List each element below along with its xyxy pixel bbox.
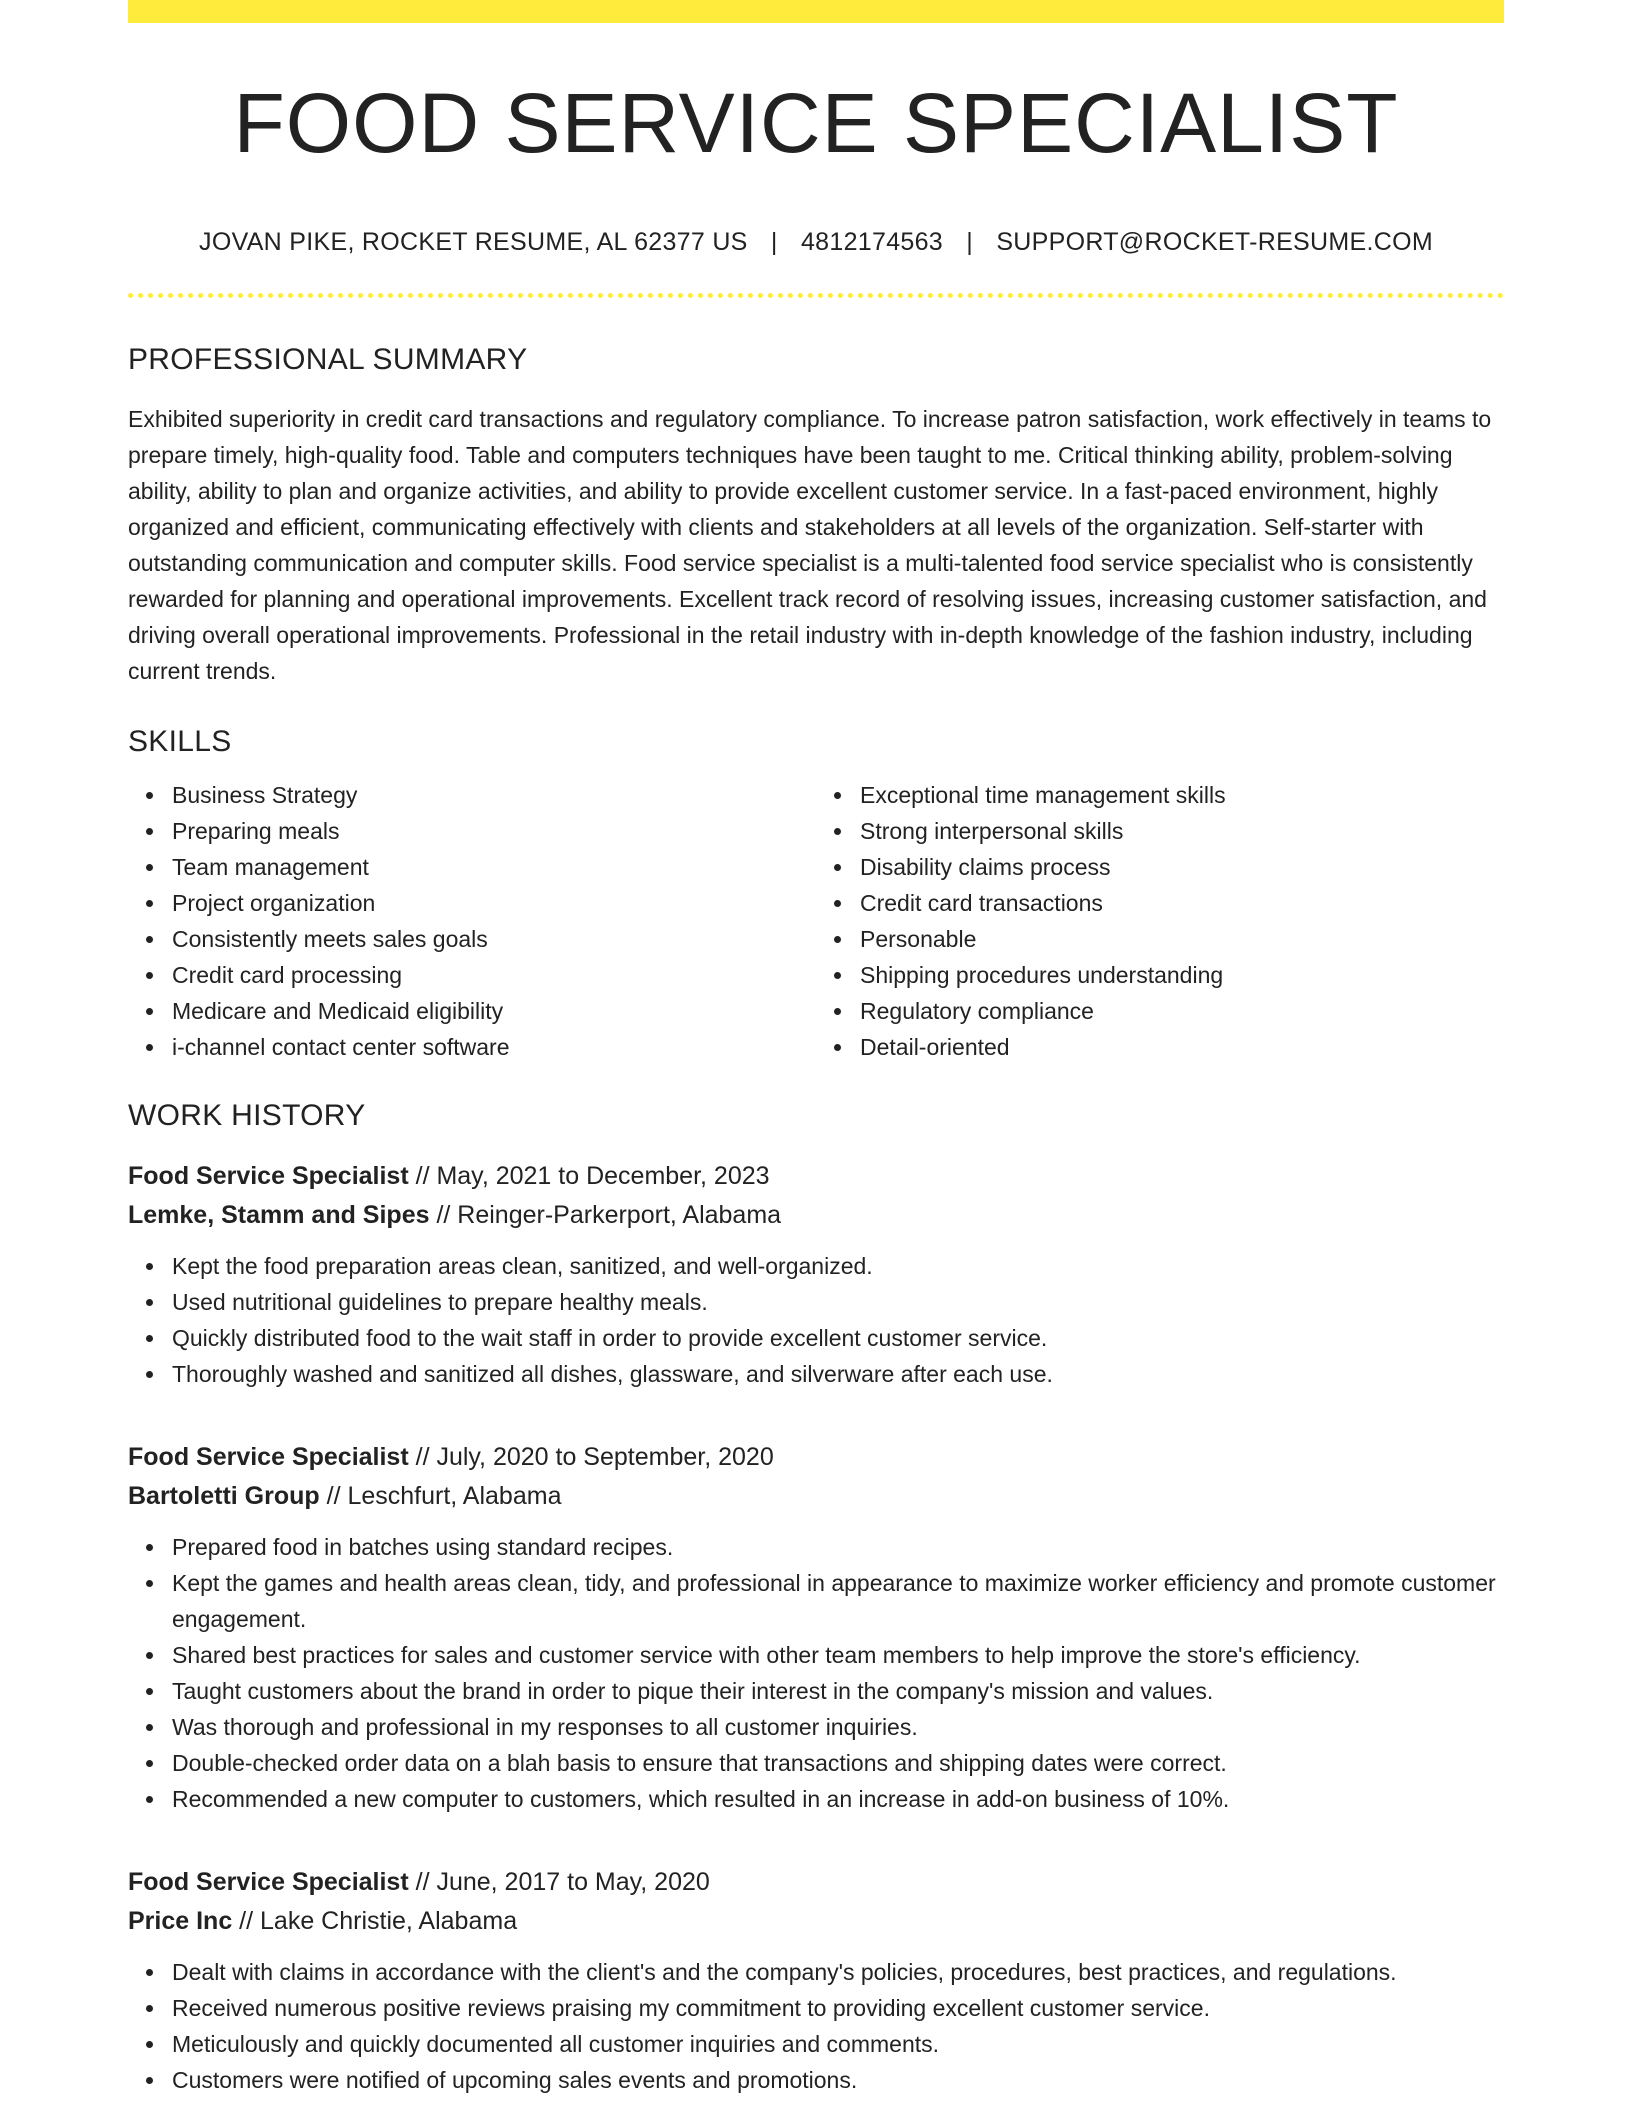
- skill-item: Credit card transactions: [860, 885, 1504, 921]
- job-company: Bartoletti Group: [128, 1482, 320, 1510]
- job-title-line: [128, 1863, 1504, 1902]
- job-entry: [128, 1863, 1504, 2098]
- job-bullet: Kept the food preparation areas clean, sanitized, and well-organized.: [172, 1248, 1504, 1284]
- skill-item: Consistently meets sales goals: [172, 921, 816, 957]
- skill-item: Personable: [860, 921, 1504, 957]
- skill-item: Detail-oriented: [860, 1029, 1504, 1065]
- job-bullet: Meticulously and quickly documented all customer inquiries and comments.: [172, 2026, 1504, 2062]
- contact-separator: |: [966, 228, 974, 256]
- job-entry: [128, 1438, 1504, 1817]
- job-company-line: [128, 1477, 1504, 1516]
- job-title: Food Service Specialist: [128, 1443, 409, 1471]
- job-bullet: Dealt with claims in accordance with the client's and the company's policies, procedures, best practices, and regulations.: [172, 1954, 1504, 1990]
- job-title-line: [128, 1157, 1504, 1196]
- skill-item: Team management: [172, 849, 816, 885]
- job-bullet: Used nutritional guidelines to prepare healthy meals.: [172, 1284, 1504, 1320]
- job-bullet: Prepared food in batches using standard recipes.: [172, 1529, 1504, 1565]
- job-title: Food Service Specialist: [128, 1868, 409, 1896]
- skill-item: Disability claims process: [860, 849, 1504, 885]
- job-title-line: [128, 1438, 1504, 1477]
- contact-separator: |: [770, 228, 778, 256]
- job-location: // Leschfurt, Alabama: [319, 1482, 562, 1510]
- summary-text: Exhibited superiority in credit card transactions and regulatory compliance. To increase patron satisfaction, work effectively in teams to prepare timely, high-quality food. Table and computers techniques have been taught to me. Critical thinking ability, problem-solving ability, ability to plan and organize activities, and ability to provide excellent customer service. In a fast-paced environment, highly organized and efficient, communicating effectively with clients and stakeholders at all levels of the organization. Self-starter with outstanding communication and computer skills. Food service specialist is a multi-talented food service specialist who is consistently rewarded for planning and operational improvements. Excellent track record of resolving issues, increasing customer satisfaction, and driving overall operational improvements. Professional in the retail industry with in-depth knowledge of the fashion industry, including current trends.: [128, 406, 1492, 684]
- job-bullet: Taught customers about the brand in order to pique their interest in the company's mission and values.: [172, 1673, 1504, 1709]
- job-location: // Lake Christie, Alabama: [232, 1907, 518, 1935]
- job-bullet: Received numerous positive reviews praising my commitment to providing excellent customer service.: [172, 1990, 1504, 2026]
- skills-grid: [128, 777, 1504, 1065]
- job-bullets: [128, 1954, 1504, 2098]
- job-entry: [128, 1157, 1504, 1392]
- resume-page: [128, 0, 1504, 2098]
- job-bullet: Kept the games and health areas clean, tidy, and professional in appearance to maximize worker efficiency and promote customer engagement.: [172, 1565, 1504, 1637]
- job-bullet: Shared best practices for sales and customer service with other team members to help improve the store's efficiency.: [172, 1637, 1504, 1673]
- skill-item: Regulatory compliance: [860, 993, 1504, 1029]
- job-bullets: [128, 1248, 1504, 1392]
- contact-email: SUPPORT@ROCKET-RESUME.COM: [996, 228, 1433, 256]
- skills-heading: SKILLS: [128, 725, 232, 758]
- skills-column-left: [128, 777, 816, 1065]
- skill-item: Shipping procedures understanding: [860, 957, 1504, 993]
- job-company: Lemke, Stamm and Sipes: [128, 1201, 430, 1229]
- dotted-divider: [128, 293, 1504, 298]
- job-bullet: Recommended a new computer to customers, which resulted in an increase in add-on business of 10%.: [172, 1781, 1504, 1817]
- job-bullets: [128, 1529, 1504, 1817]
- contact-address: JOVAN PIKE, ROCKET RESUME, AL 62377 US: [199, 228, 748, 256]
- skill-item: Credit card processing: [172, 957, 816, 993]
- skills-column-right: [816, 777, 1504, 1065]
- job-location: // Reinger-Parkerport, Alabama: [429, 1201, 782, 1229]
- job-title: Food Service Specialist: [128, 1162, 409, 1190]
- job-dates: // May, 2021 to December, 2023: [408, 1162, 770, 1190]
- skill-item: Preparing meals: [172, 813, 816, 849]
- skill-item: Medicare and Medicaid eligibility: [172, 993, 816, 1029]
- skill-item: Exceptional time management skills: [860, 777, 1504, 813]
- job-bullet: Was thorough and professional in my responses to all customer inquiries.: [172, 1709, 1504, 1745]
- job-bullet: Customers were notified of upcoming sales events and promotions.: [172, 2062, 1504, 2098]
- skill-item: Business Strategy: [172, 777, 816, 813]
- resume-title: FOOD SERVICE SPECIALIST: [233, 76, 1399, 170]
- job-bullet: Double-checked order data on a blah basis to ensure that transactions and shipping dates were correct.: [172, 1745, 1504, 1781]
- skill-item: Project organization: [172, 885, 816, 921]
- skill-item: i-channel contact center software: [172, 1029, 816, 1065]
- skill-item: Strong interpersonal skills: [860, 813, 1504, 849]
- top-accent-bar: [128, 0, 1504, 23]
- job-company-line: [128, 1902, 1504, 1941]
- job-dates: // June, 2017 to May, 2020: [408, 1868, 710, 1896]
- contact-phone: 4812174563: [800, 228, 944, 256]
- job-company-line: [128, 1196, 1504, 1235]
- summary-heading: PROFESSIONAL SUMMARY: [128, 343, 528, 376]
- work-history-heading: WORK HISTORY: [128, 1099, 366, 1132]
- contact-line: [128, 230, 1504, 255]
- job-bullet: Thoroughly washed and sanitized all dishes, glassware, and silverware after each use.: [172, 1356, 1504, 1392]
- job-company: Price Inc: [128, 1907, 233, 1935]
- job-dates: // July, 2020 to September, 2020: [408, 1443, 774, 1471]
- job-bullet: Quickly distributed food to the wait staff in order to provide excellent customer service.: [172, 1320, 1504, 1356]
